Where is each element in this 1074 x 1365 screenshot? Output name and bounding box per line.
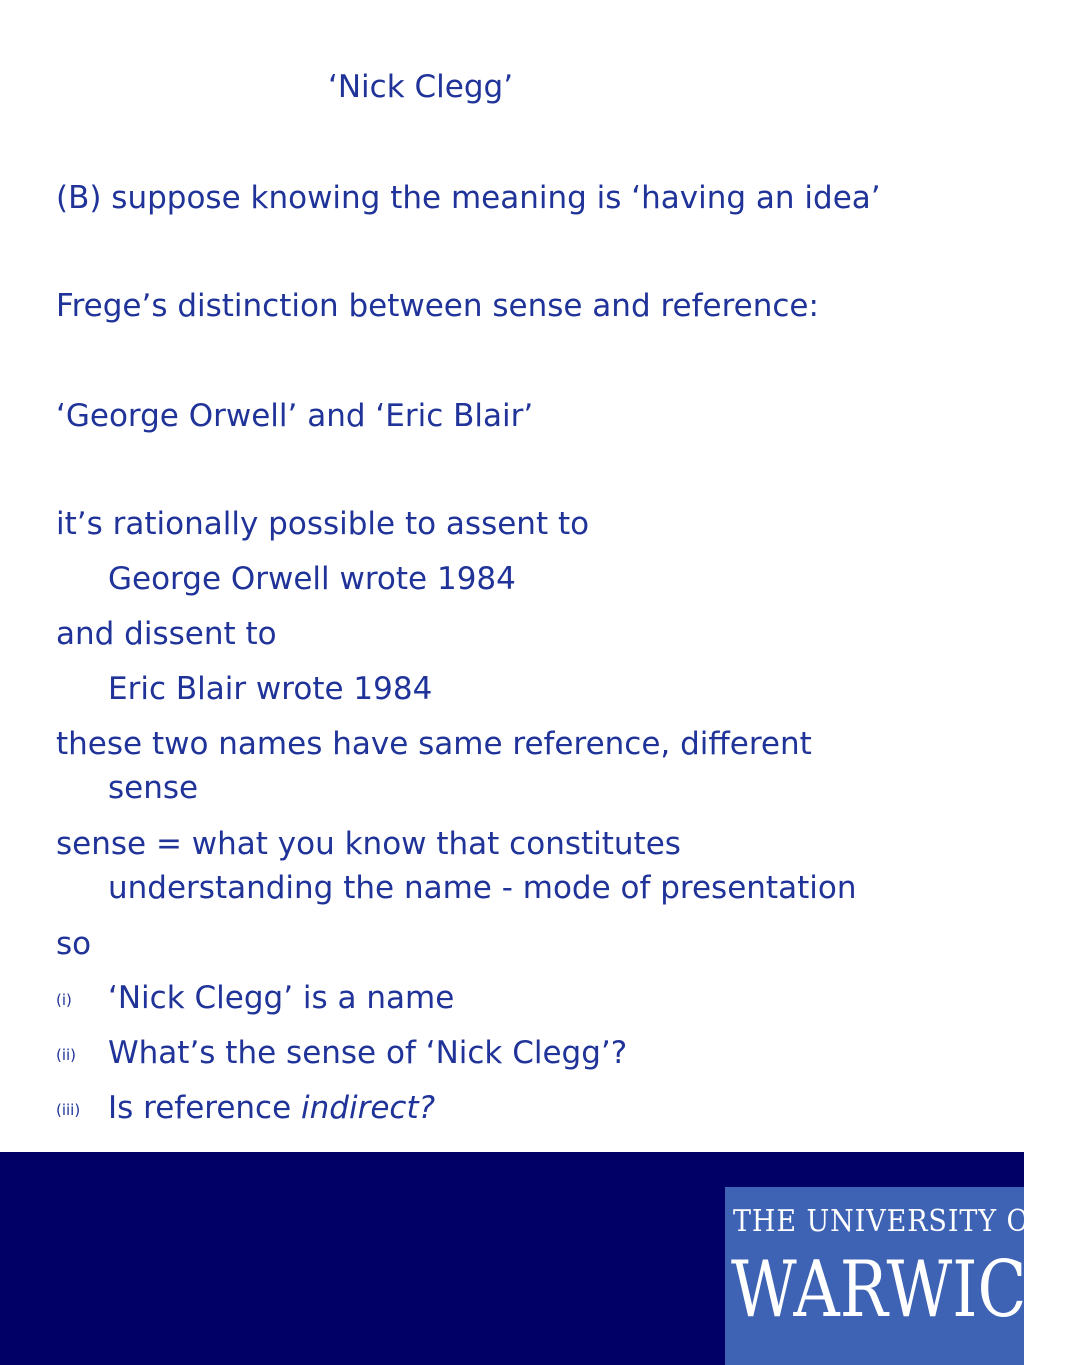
same-reference-line-2: sense <box>108 770 199 806</box>
list-item-i: ‘Nick Clegg’ is a name <box>108 980 455 1016</box>
names-line: ‘George Orwell’ and ‘Eric Blair’ <box>56 398 534 434</box>
logo-university-text: THE UNIVERSITY OF <box>733 1204 1050 1239</box>
blair-line: Eric Blair wrote 1984 <box>108 671 433 707</box>
list-item-iii-text: Is reference <box>108 1090 302 1126</box>
list-item-iii <box>108 1086 435 1130</box>
list-item-ii: What’s the sense of ‘Nick Clegg’? <box>108 1035 628 1071</box>
orwell-line: George Orwell wrote 1984 <box>108 561 516 597</box>
suppose-line: (B) suppose knowing the meaning is ‘having an idea’ <box>56 180 881 216</box>
slide-title: ‘Nick Clegg’ <box>328 69 514 105</box>
dissent-line: and dissent to <box>56 616 277 652</box>
sense-definition-paragraph <box>56 822 926 910</box>
so-line: so <box>56 926 92 962</box>
frege-line: Frege’s distinction between sense and reference: <box>56 288 819 324</box>
list-marker-iii: (iii) <box>56 1101 81 1119</box>
sense-definition-line-1: sense = what you know that constitutes <box>56 826 681 862</box>
same-reference-paragraph <box>56 722 926 810</box>
list-item-iii-emphasis: indirect? <box>301 1090 436 1126</box>
logo-warwick-text: WARWICK <box>731 1245 1074 1335</box>
rational-line: it’s rationally possible to assent to <box>56 506 590 542</box>
university-logo <box>725 1187 1074 1365</box>
list-marker-i: (i) <box>56 991 72 1009</box>
sense-definition-line-2: understanding the name - mode of presentation <box>108 870 857 906</box>
list-marker-ii: (ii) <box>56 1046 77 1064</box>
same-reference-line-1: these two names have same reference, different <box>56 726 812 762</box>
